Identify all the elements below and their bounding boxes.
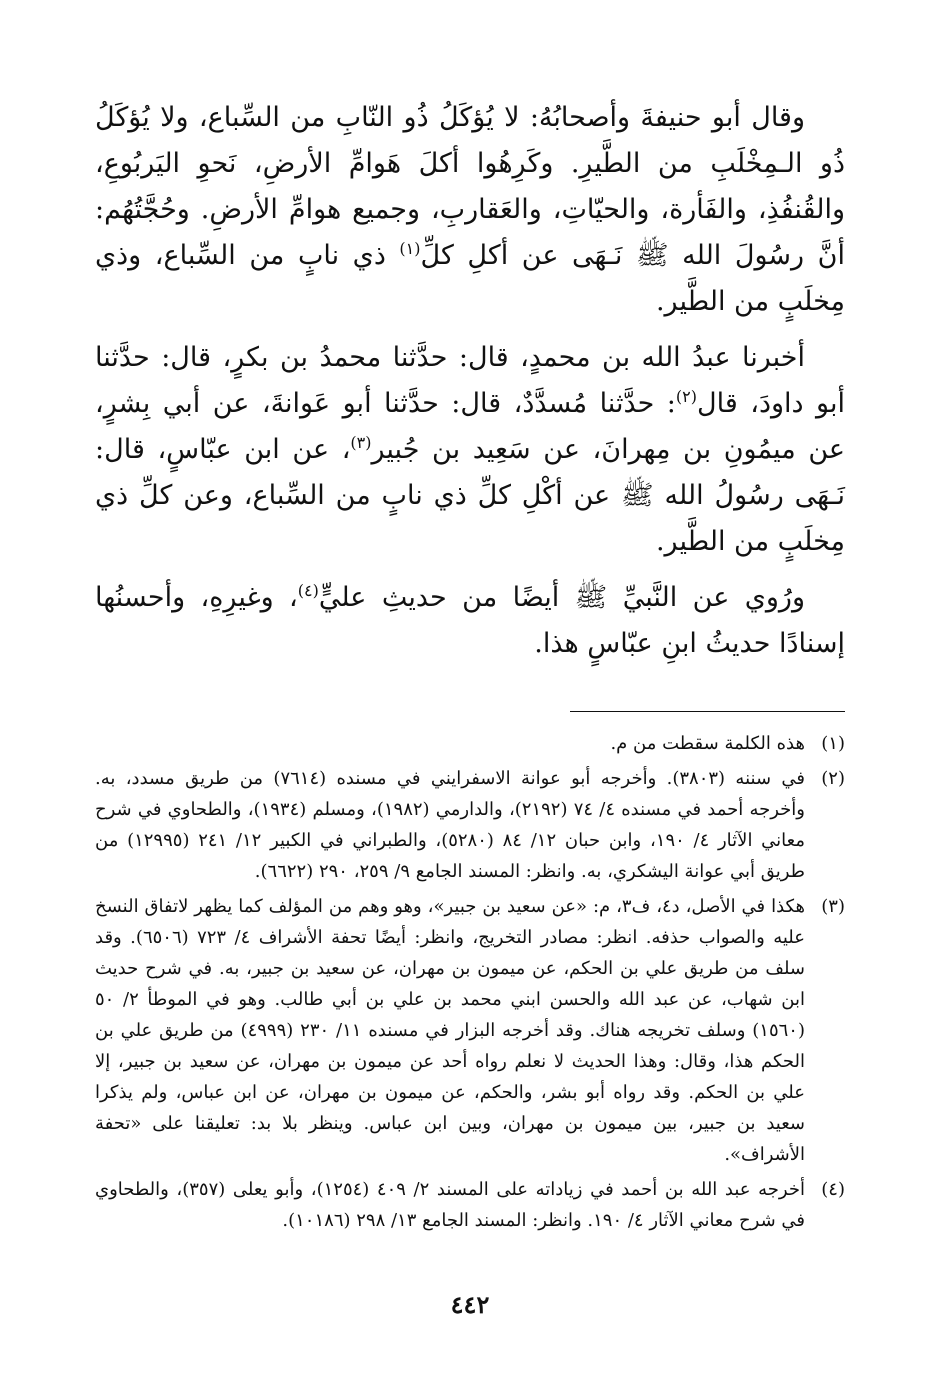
paragraph-text: ذي نابٍ من السِّباع، وذي مِخلَبٍ من الطَّير. xyxy=(95,240,845,317)
footnote-reference: (١) xyxy=(399,239,421,258)
footnote-number: (٢) xyxy=(821,768,845,789)
paragraph-text: : حدَّثنا مُسدَّدٌ، قال: حدَّثنا أبو عَوانةَ، عن أبي بِشرٍ، عن ميمُونِ بن مِهرانَ، عن سَعِيد بن جُبير xyxy=(95,388,845,465)
footnote-divider xyxy=(570,711,845,712)
main-paragraph xyxy=(95,335,845,565)
paragraph-text: ، وغيرِهِ، وأحسنُها إسنادًا حديثُ ابنِ عبّاسٍ هذا. xyxy=(95,582,845,659)
main-paragraph xyxy=(95,575,845,667)
footnote-text: هذه الكلمة سقطت من م. xyxy=(610,733,805,754)
footnote-text: أخرجه عبد الله بن أحمد في زياداته على المسند ٢/ ٤٠٩ (١٢٥٤)، وأبو يعلى (٣٥٧)، والطحاوي في شرح معاني الآثار ٤/ ١٩٠. وانظر: المسند الجامع ١٣/ ٢٩٨ (١٠١٨٦). xyxy=(95,1179,805,1231)
footnote-text: في سننه (٣٨٠٣). وأخرجه أبو عوانة الاسفرايني في مسنده (٧٦١٤) من طريق مسدد، به. وأخرجه أحمد في مسنده ٤/ ٧٤ (٢١٩٢)، والدارمي (١٩٨٢)، ومسلم (١٩٣٤)، والطحاوي في شرح معاني الآثار ٤/ ١٩٠، وابن حبان ١٢/ ٨٤ (٥٢٨٠)، والطبراني في الكبير ١٢/ ٢٤١ (١٢٩٩٥) من طريق أبي عوانة اليشكري، به. وانظر: المسند الجامع ٩/ ٢٥٩، ٢٩٠ (٦٦٢٢). xyxy=(95,768,805,882)
footnote-number: (٣) xyxy=(821,896,845,917)
footnote xyxy=(95,763,845,887)
footnote xyxy=(95,1174,845,1236)
footnote-text: هكذا في الأصل، د٤، ف٣، م: «عن سعيد بن جبير»، وهو وهم من المؤلف كما يظهر لاتفاق النسخ عليه والصواب حذفه. انظر: مصادر التخريج، وانظر: أيضًا تحفة الأشراف ٤/ ٧٢٣ (٦٥٠٦). وقد سلف من طريق علي بن الحكم، عن ميمون بن مهران، عن سعيد بن جبير، به. في شرح حديث ابن شهاب، عن عبد الله والحسن ابني محمد بن علي بن أبي طالب. وهو في الموطأ ٢/ ٥٠ (١٥٦٠) وسلف تخريجه هناك. وقد أخرجه البزار في مسنده ١١/ ٢٣٠ (٤٩٩٩) من طريق علي بن الحكم هذا، وقال: وهذا الحديث لا نعلم رواه أحد عن ميمون بن مهران، عن سعيد بن جبير، إلا علي بن الحكم. وقد رواه أبو بشر، والحكم، عن ميمون بن مهران، عن ابن عباس، ولم يذكرا سعيد بن جبير، بين ميمون بن مهران، وبين ابن عباس. وينظر بلا بد: تعليقنا على «تحفة الأشراف». xyxy=(95,896,805,1165)
footnotes xyxy=(95,728,845,1236)
book-page xyxy=(95,95,845,1345)
main-paragraph xyxy=(95,95,845,325)
main-text xyxy=(95,95,845,667)
footnote-number: (١) xyxy=(821,733,845,754)
page-number: ٤٤٢ xyxy=(450,1290,490,1319)
footnote-reference: (٢) xyxy=(675,387,697,406)
footnote-number: (٤) xyxy=(821,1179,845,1200)
footnote-reference: (٣) xyxy=(350,433,372,452)
footnote-reference: (٤) xyxy=(297,581,319,600)
paragraph-text: وقال أبو حنيفةَ وأصحابُهُ: لا يُؤكَلُ ذُو النّابِ من السِّباع، ولا يُؤكَلُ ذُو الـمِخْلَبِ من الطَّيرِ. وكَرِهُوا أكلَ هَوامِّ الأرضِ، نَحوِ اليَربُوعِ، والقُنفُذِ، والفَأرة، والحيّاتِ، والعَقاربِ، وجميع هوامِّ الأرضِ. وحُجَّتُهُم: أنَّ رسُولَ الله ﷺ نَـهَى عن أكلِ كلِّ xyxy=(95,102,845,271)
paragraph-text: ورُوي عن النَّبيِّ ﷺ أيضًا من حديثِ عليٍّ xyxy=(318,582,805,613)
paragraph-text: أخبرنا عبدُ الله بن محمدٍ، قال: حدَّثنا محمدُ بن بكرٍ، قال: حدَّثنا أبو داودَ، قال xyxy=(95,342,845,419)
footnote xyxy=(95,891,845,1170)
paragraph-text: ، عن ابن عبّاسٍ، قال: نَـهَى رسُولُ الله ﷺ عن أكْلِ كلِّ ذي نابٍ من السِّباع، وعن كلِّ ذي مِخلَبٍ من الطَّير. xyxy=(95,434,845,557)
footnote xyxy=(95,728,845,759)
